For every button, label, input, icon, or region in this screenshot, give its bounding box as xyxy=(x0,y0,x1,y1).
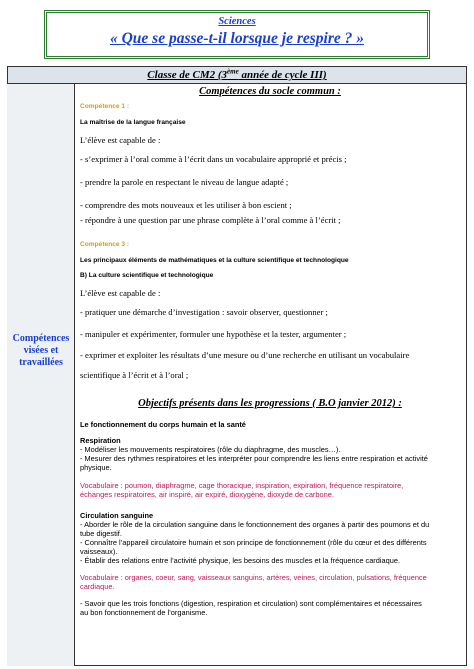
final-line: - Savoir que les trois fonctions (digestion, respiration et circulation) sont complémentaires et nécessaires xyxy=(80,599,422,608)
competence1-heading: La maîtrise de la langue française xyxy=(80,119,186,126)
left-label-line: Compétences xyxy=(12,333,70,344)
left-column xyxy=(7,84,75,666)
left-label-line: travaillées xyxy=(19,357,63,368)
competence1-item: - s’exprimer à l’oral comme à l’écrit dans un vocabulaire approprié et précis ; xyxy=(80,154,347,164)
final-text xyxy=(80,599,460,617)
circulation-vocab xyxy=(80,573,460,591)
respiration-line: physique. xyxy=(80,463,112,472)
respiration-vocab-line: échanges respiratoires, air inspiré, air expiré, dioxygène, dioxyde de carbone. xyxy=(80,490,334,499)
circulation-line: tube digestif. xyxy=(80,529,122,538)
circulation-line: - Aborder le rôle de la circulation sanguine dans le fonctionnement des organes à partir des poumons et du xyxy=(80,520,430,529)
competence3-item: - pratiquer une démarche d’investigation : savoir observer, questionner ; xyxy=(80,307,328,317)
competence1-intro: L’élève est capable de : xyxy=(80,135,161,145)
circulation-line: - Connaître l’appareil circulatoire humain et son principe de fonctionnement (rôle du cœur et des différents xyxy=(80,538,427,547)
respiration-text xyxy=(80,445,460,472)
subject-label: Sciences xyxy=(218,16,256,27)
respiration-vocab-line: Vocabulaire : poumon, diaphragme, cage thoracique, inspiration, expiration, fréquence respiratoire, xyxy=(80,481,404,490)
left-column-label xyxy=(8,333,74,369)
competence3-item: scientifique à l’écrit et à l’oral ; xyxy=(80,370,189,380)
class-header xyxy=(7,66,467,84)
competence1-item: - comprendre des mots nouveaux et les utiliser à bon escient ; xyxy=(80,200,292,210)
competence1-item: - prendre la parole en respectant le niveau de langue adapté ; xyxy=(80,177,289,187)
competence3-subheading: B) La culture scientifique et technologique xyxy=(80,272,214,279)
competence3-intro: L’élève est capable de : xyxy=(80,288,161,298)
page-title: « Que se passe-t-il lorsque je respire ? » xyxy=(109,30,364,47)
circulation-text xyxy=(80,520,460,565)
respiration-line: - Modéliser les mouvements respiratoires (rôle du diaphragme, des muscles…). xyxy=(80,445,341,454)
competence3-item: - exprimer et exploiter les résultats d’une mesure ou d’une recherche en utilisant un vocabulaire xyxy=(80,350,410,360)
competence3-heading: Les principaux éléments de mathématiques et la culture scientifique et technologique xyxy=(80,257,349,264)
competence3-item: - manipuler et expérimenter, formuler une hypothèse et la tester, argumenter ; xyxy=(80,329,347,339)
respiration-line: - Mesurer des rythmes respiratoires et les interpréter pour comprendre les liens entre respiration et activité xyxy=(80,454,428,463)
competence3-label: Compétence 3 : xyxy=(80,241,130,248)
theme-heading: Le fonctionnement du corps humain et la santé xyxy=(80,420,246,429)
title-box xyxy=(44,10,430,59)
competence1-label: Compétence 1 : xyxy=(80,103,130,110)
left-label-line: visées et xyxy=(23,345,59,356)
class-header-sup: ème xyxy=(227,67,239,76)
circulation-line: vaisseaux). xyxy=(80,547,118,556)
objectifs-title: Objectifs présents dans les progressions ( B.O janvier 2012) : xyxy=(138,398,402,409)
circulation-vocab-line: Vocabulaire : organes, coeur, sang, vaisseaux sanguins, artères, veines, circulation, pulsations, fréquence xyxy=(80,573,427,582)
final-line: au bon fonctionnement de l’organisme. xyxy=(80,608,208,617)
class-header-suffix: année de cycle III) xyxy=(238,69,327,81)
socle-title: Compétences du socle commun : xyxy=(199,86,341,97)
respiration-heading: Respiration xyxy=(80,436,121,445)
respiration-vocab xyxy=(80,481,460,499)
class-header-prefix: Classe de CM2 (3 xyxy=(147,69,228,81)
competence1-item: - répondre à une question par une phrase complète à l’oral comme à l’écrit ; xyxy=(80,215,341,225)
circulation-heading: Circulation sanguine xyxy=(80,511,154,520)
circulation-line: - Établir des relations entre l’activité physique, les besoins des muscles et la fréquence cardiaque. xyxy=(80,556,401,565)
circulation-vocab-line: cardiaque. xyxy=(80,582,115,591)
